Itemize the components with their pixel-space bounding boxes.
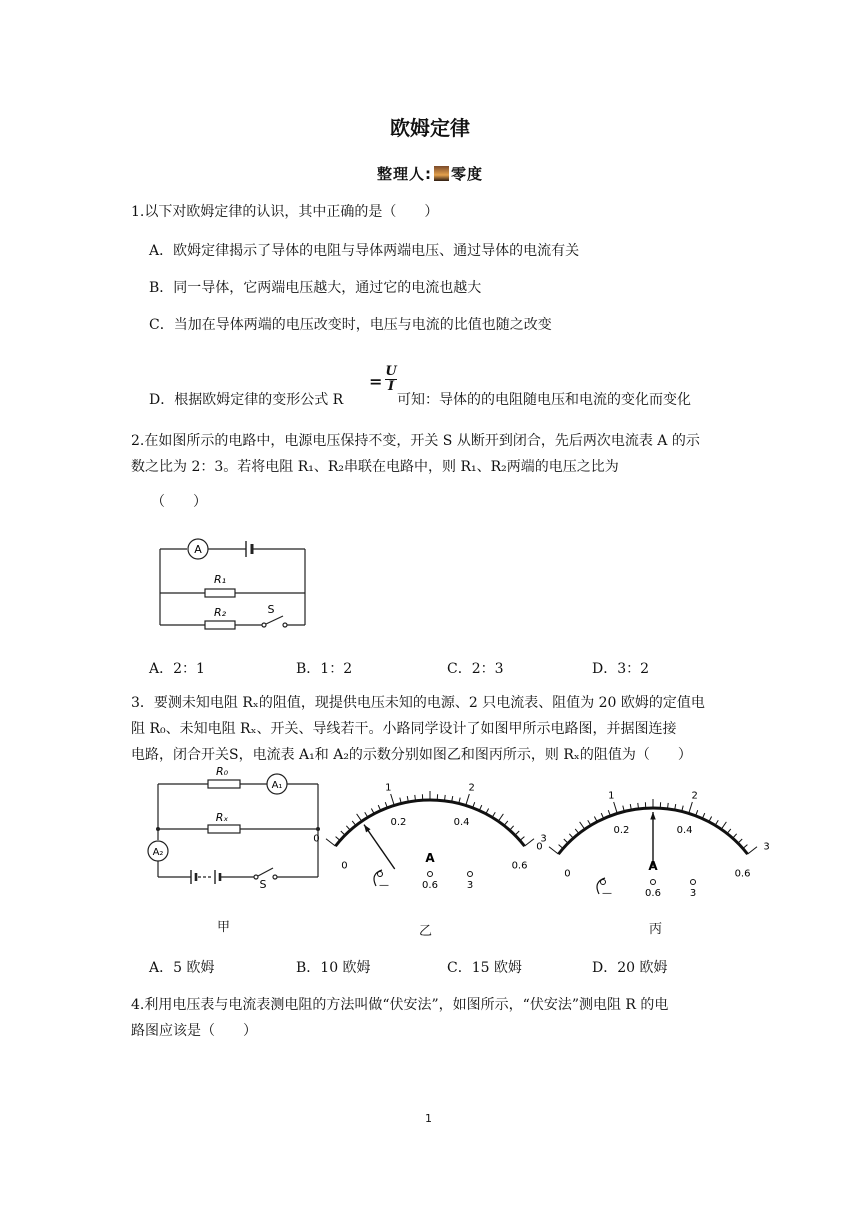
q4-line-1: 4.利用电压表与电流表测电阻的方法叫做“伏安法”，如图所示，“伏安法”测电阻 R 的电 [131,997,669,1013]
q1-option-b: B．同一导体，它两端电压越大，通过它的电流也越大 [149,280,482,296]
q1-fraction-denominator: I [385,379,397,394]
q2-line-1: 2.在如图所示的电路中，电源电压保持不变，开关 S 从断开到闭合，先后两次电流表 A 的示 [131,433,700,449]
meter-bing-bottom-tick-label: 0.2 [613,824,630,836]
meter-bing-bottom-tick-label: 0.6 [734,868,751,880]
meter-yi-tick [466,794,470,805]
meter-bing-tick [689,802,693,813]
meter-bing-tick [549,847,558,854]
q2-switch-label: S [267,603,275,616]
meter-yi-tick [515,831,519,835]
q3-r0-label: R₀ [215,765,229,778]
meter-bing-tick [727,829,731,834]
meter-yi-tick [498,814,503,821]
q2-line-2: 数之比为 2：3。若将电阻 R₁、R₂串联在电路中，则 R₁、R₂两端的电压之比为 [131,459,619,475]
meter-yi-pointer-head [364,825,371,833]
q3-rx-label: Rₓ [215,811,229,824]
meter-yi-tick [510,826,514,830]
meter-bing-tick [748,847,757,854]
meter-yi-tick [525,839,534,846]
meter-bing-tick [580,822,585,829]
q3-meter-bing [536,778,770,899]
q2-ammeter-label: A [194,543,202,556]
q3-label-bing: 丙 [649,922,663,937]
meter-bing-top-tick-label: 0 [536,841,543,853]
q2-option-b: B．1：2 [296,661,353,677]
q3-label-yi: 乙 [419,924,433,939]
meter-bing-terminal-icon [691,880,696,885]
author-name: 零度 [450,165,483,183]
meter-bing-tick [721,822,726,829]
q1-equals-sign: = [369,372,383,391]
meter-yi-top-tick-label: 3 [540,833,547,845]
q1-option-a: A．欧姆定律揭示了导体的电阻与导体两端电压、通过导体的电流有关 [149,243,580,259]
q3-a2-label: A₂ [152,847,164,858]
meter-yi-terminal-label: 0.6 [422,880,438,891]
q2-r1-label: R₁ [213,573,227,586]
meter-bing-bottom-tick-label: 0 [564,868,571,880]
meter-bing-tick [738,839,742,843]
meter-bing-tick [733,834,737,838]
page-title: 欧姆定律 [390,116,470,140]
q2-option-d: D．3：2 [592,661,650,677]
meter-yi-pointer [364,825,395,869]
meter-bing-tick [564,839,568,843]
meter-yi-terminal-label: — [379,880,389,891]
q3-line-1: 3．要测未知电阻 Rₓ的阻值，现提供电压未知的电源、2 只电流表、阻值为 20 欧姆的定值电 [131,695,705,711]
meter-bing-top-tick-label: 3 [763,841,770,853]
meter-yi-scale-arc [335,800,524,846]
author-label: 整理人: [376,165,432,183]
meter-yi-top-tick-label: 1 [385,782,392,794]
meter-yi-tick [520,837,524,841]
q3-circuit-jia [145,765,330,890]
q4-line-2: 路图应该是（ ） [131,1023,257,1039]
meter-bing-unit-label: A [648,859,658,873]
q2-paren: （ ） [151,494,207,510]
q3-option-d: D．20 欧姆 [592,960,668,976]
meter-bing-terminal-label: — [602,888,612,899]
meter-yi-terminal-icon [428,872,433,877]
meter-yi-bottom-tick-label: 0.6 [511,860,528,872]
q3-option-b: B．10 欧姆 [296,960,371,976]
meter-yi-tick [357,814,362,821]
q2-r2-label: R₂ [213,606,227,619]
meter-bing-group [536,790,770,899]
q2-option-a: A．2：1 [149,661,205,677]
meter-yi-unit-label: A [425,851,435,865]
q2-circuit-diagram [150,532,315,632]
meter-bing-tick [559,845,563,849]
q1-option-c: C．当加在导体两端的电压改变时，电压与电流的比值也随之改变 [149,317,552,333]
q3-option-a: A．5 欧姆 [149,960,215,976]
q3-meter-yi [313,770,547,900]
q1-option-d-prefix: D．根据欧姆定律的变形公式 R [149,392,344,408]
meter-bing-terminal-icon [651,880,656,885]
meter-bing-tick [569,834,573,838]
meter-bing-tick [743,845,747,849]
meter-bing-tick [575,829,579,834]
q1-stem: 1.以下对欧姆定律的认识，其中正确的是（ ） [131,204,439,220]
meter-yi-bottom-tick-label: 0.2 [390,816,407,828]
meter-yi-tick [341,831,345,835]
meter-yi-group [313,782,547,891]
meter-yi-terminal-icon [468,872,473,877]
meter-bing-terminal-label: 0.6 [645,888,661,899]
q1-option-d-suffix: 可知：导体的的电阻随电压和电流的变化而变化 [397,392,691,408]
meter-yi-bottom-tick-label: 0.4 [453,816,470,828]
author-avatar-icon [434,166,449,181]
q3-line-2: 阻 R₀、未知电阻 Rₓ、开关、导线若干。小路同学设计了如图甲所示电路图，并据图连接 [131,721,677,737]
meter-yi-top-tick-label: 2 [468,782,475,794]
meter-yi-tick [352,821,356,826]
meter-yi-tick [391,794,395,805]
q1-fraction-numerator: U [385,364,397,379]
meter-bing-bottom-tick-label: 0.4 [676,824,693,836]
q1-fraction [385,365,397,394]
meter-yi-tick [346,826,350,830]
meter-bing-terminal-label: 3 [689,888,697,899]
q3-line-3: 电路，闭合开关S，电流表 A₁和 A₂的示数分别如图乙和图丙所示，则 Rₓ的阻值为（ ） [131,747,692,763]
q3-a1-label: A₁ [271,780,283,791]
meter-bing-top-tick-label: 2 [691,790,698,802]
meter-yi-tick [336,837,340,841]
q3-option-c: C．15 欧姆 [447,960,522,976]
meter-yi-top-tick-label: 0 [313,833,320,845]
meter-bing-pointer-head [650,812,655,820]
q2-option-c: C．2：3 [447,661,504,677]
meter-yi-tick [504,821,508,826]
meter-yi-terminal-label: 3 [466,880,474,891]
q3-switch-label: S [259,878,267,891]
meter-bing-top-tick-label: 1 [608,790,615,802]
author-line [0,163,860,184]
q3-label-jia: 甲 [217,920,231,935]
page-number: 1 [425,1112,432,1125]
meter-bing-tick [614,802,618,813]
meter-yi-bottom-tick-label: 0 [341,860,348,872]
